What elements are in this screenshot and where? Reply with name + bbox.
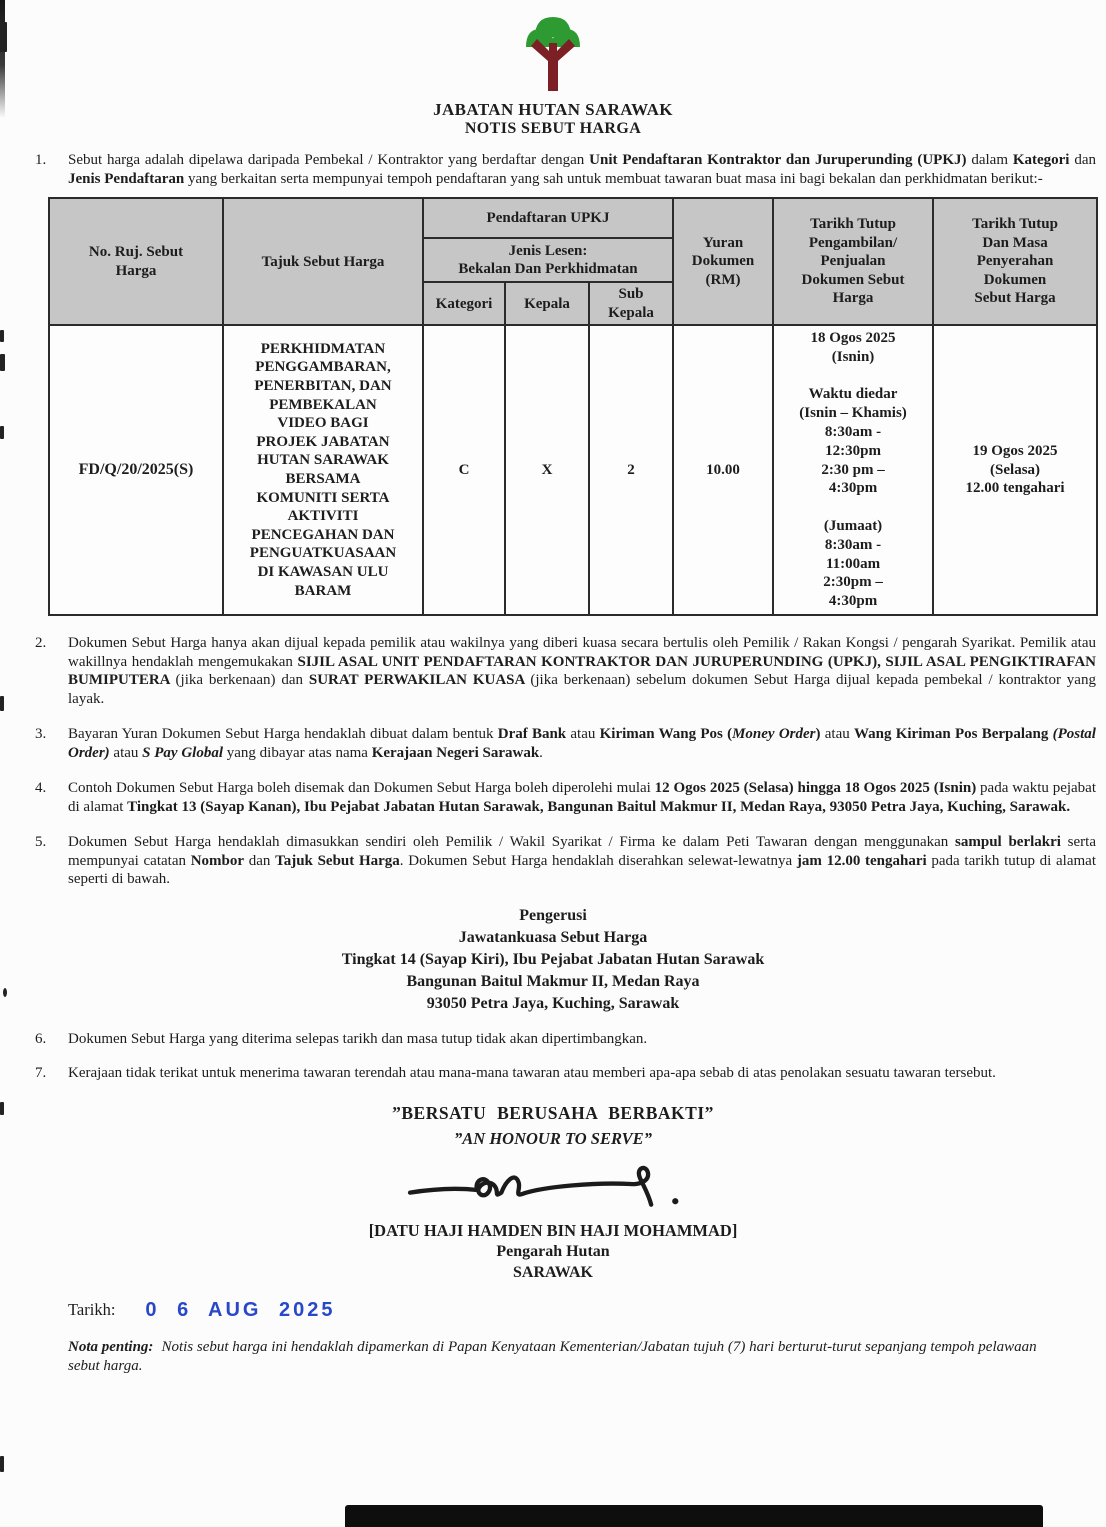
- quotation-table: [48, 197, 1098, 616]
- item-6: [35, 1030, 1096, 1049]
- col-header-tarikh-serahan: Tarikh Tutup Dan Masa Penyerahan Dokumen Sebut Harga: [933, 198, 1097, 325]
- footer-note-lead: Nota penting:: [68, 1338, 154, 1355]
- item-7-text: Kerajaan tidak terikat untuk menerima tawaran terendah atau mana-mana tawaran atau memberi apa-apa sebab di atas penolakan sesuatu tawaran tersebut.: [68, 1065, 996, 1081]
- col-header-yuran: Yuran Dokumen (RM): [673, 198, 773, 325]
- signatory-title: Pengarah Hutan: [496, 1242, 610, 1260]
- motto-english: ”AN HONOUR TO SERVE”: [454, 1128, 652, 1148]
- header: [0, 0, 1106, 138]
- item-5-text: Dokumen Sebut Harga hendaklah dimasukkan sendiri oleh Pemilik / Wakil Syarikat / Firma ke dalam Peti Tawaran dengan menggunakan sampul berlakri serta mempunyai catatan Nombor dan Tajuk Sebut Harga. Dokumen Sebut Harga hendaklah diserahkan selewat-lewatnya jam 12.00 tengahari pada tarikh tutup di alamat seperti di bawah.: [68, 834, 1096, 887]
- col-header-kepala: Kepala: [505, 282, 589, 325]
- item-6-text: Dokumen Sebut Harga yang diterima selepas tarikh dan masa tutup tidak akan dipertimbangkan.: [68, 1030, 648, 1047]
- scan-artifact: [3, 988, 7, 997]
- dateline: [68, 1299, 1096, 1322]
- footer-note-text: Notis sebut harga ini hendaklah dipamerkan di Papan Kenyataan Kementerian/Jabatan tujuh (7) hari berturut-turut sepanjang tempoh pelawaan sebut harga.: [68, 1338, 1037, 1374]
- doc-title: NOTIS SEBUT HARGA: [464, 120, 642, 137]
- col-header-sub-kepala: Sub Kepala: [589, 282, 673, 325]
- col-header-tarikh-jualan: Tarikh Tutup Pengambilan/ Penjualan Dokumen Sebut Harga: [773, 198, 933, 325]
- scan-artifact: [0, 1456, 4, 1472]
- cell-tajuk: PERKHIDMATAN PENGGAMBARAN, PENERBITAN, DAN PEMBEKALAN VIDEO BAGI PROJEK JABATAN HUTAN SARAWAK BERSAMA KOMUNITI SERTA AKTIVITI PENCEGAHAN DAN PENGUATKUASAAN DI KAWASAN ULU BARAM: [223, 325, 423, 615]
- item-1-number: 1.: [35, 152, 47, 168]
- footer-note: [68, 1338, 1046, 1376]
- org-title: JABATAN HUTAN SARAWAK: [433, 100, 673, 119]
- item-4-text: Contoh Dokumen Sebut Harga boleh disemak dan Dokumen Sebut Harga boleh diperolehi mulai 12 Ogos 2025 (Selasa) hingga 18 Ogos 2025 (Isnin) pada waktu pejabat di alamat Tingkat 13 (Sayap Kanan), Ibu Pejabat Jabatan Hutan Sarawak, Bangunan Baitul Makmur II, Medan Raya, 93050 Petra Jaya, Kuching, Sarawak.: [68, 780, 1097, 815]
- item-5-number: 5.: [35, 834, 47, 850]
- cell-kepala: X: [505, 325, 589, 615]
- item-4-number: 4.: [35, 780, 47, 796]
- forest-department-tree-icon: [516, 13, 590, 93]
- scan-black-bar-artifact: [345, 1505, 1043, 1527]
- date-stamp: 0 6 AUG 2025: [145, 1298, 336, 1321]
- item-3-number: 3.: [35, 726, 47, 742]
- col-header-no-ruj: No. Ruj. Sebut Harga: [49, 198, 223, 325]
- item-2-text: Dokumen Sebut Harga hanya akan dijual kepada pemilik atau wakilnya yang diberi kuasa secara bertulis oleh Pemilik / Rakan Kongsi / pengarah Syarikat. Pemilik atau wakillnya hendaklah mengemukakan SIJIL ASAL UNIT PENDAFTARAN KONTRAKTOR DAN JURUPERUNDING (UPKJ), SIJIL ASAL PENGIKTIRAFAN BUMIPUTERA (jika berkenaan) dan SURAT PERWAKILAN KUASA (jika berkenaan) sebelum dokumen Sebut Harga dijual kepada pembekal / kontraktor yang layak.: [68, 635, 1096, 707]
- scan-edge-artifact: [0, 0, 5, 118]
- item-7-number: 7.: [35, 1065, 47, 1081]
- signatory-name: [DATU HAJI HAMDEN BIN HAJI MOHAMMAD]: [368, 1220, 738, 1240]
- signature-scribble: [373, 1153, 733, 1215]
- cell-tarikh-jualan: 18 Ogos 2025 (Isnin) Waktu diedar (Isnin – Khamis) 8:30am - 12:30pm 2:30 pm – 4:30pm (Jumaat) 8:30am - 11:00am 2:30pm – 4:30pm: [773, 325, 933, 615]
- cell-yuran: 10.00: [673, 325, 773, 615]
- item-6-number: 6.: [35, 1030, 47, 1047]
- scan-artifact: [0, 354, 5, 371]
- cell-tarikh-serahan: 19 Ogos 2025 (Selasa) 12.00 tengahari: [933, 325, 1097, 615]
- motto-malay: ”BERSATU BERUSAHA BERBAKTI”: [392, 1102, 714, 1123]
- item-5: [35, 833, 1096, 889]
- table-row: [49, 325, 1097, 615]
- scan-artifact: [0, 426, 4, 439]
- scan-artifact: [0, 696, 4, 711]
- col-header-kategori: Kategori: [423, 282, 505, 325]
- item-7: [35, 1064, 1096, 1083]
- item-4: [35, 779, 1096, 816]
- scan-artifact: [0, 22, 7, 52]
- item-3: [35, 725, 1096, 762]
- item-1-text: Sebut harga adalah dipelawa daripada Pembekal / Kontraktor yang berdaftar dengan Unit Pendaftaran Kontraktor dan Juruperunding (UPKJ) dalam Kategori dan Jenis Pendaftaran yang berkaitan serta mempunyai tempoh pendaftaran yang sah untuk membuat tawaran buat masa ini bagi bekalan dan perkhidmatan berikut:-: [68, 152, 1096, 187]
- submission-address-block: Pengerusi Jawatankuasa Sebut Harga Tingkat 14 (Sayap Kiri), Ibu Pejabat Jabatan Hutan Sarawak Bangunan Baitul Makmur II, Medan Raya 93050 Petra Jaya, Kuching, Sarawak: [341, 906, 765, 1012]
- col-header-tajuk: Tajuk Sebut Harga: [223, 198, 423, 325]
- signatory-block: [0, 1153, 1106, 1283]
- item-2-number: 2.: [35, 635, 47, 651]
- col-header-upkj: Pendaftaran UPKJ: [423, 198, 673, 238]
- scan-artifact: [0, 330, 4, 342]
- item-3-text: Bayaran Yuran Dokumen Sebut Harga hendaklah dibuat dalam bentuk Draf Bank atau Kiriman Wang Pos (Money Order) atau Wang Kiriman Pos Berpalang (Postal Order) atau S Pay Global yang dibayar atas nama Kerajaan Negeri Sarawak.: [68, 726, 1096, 761]
- cell-no-ruj: FD/Q/20/2025(S): [49, 325, 223, 615]
- signatory-region: SARAWAK: [512, 1263, 593, 1281]
- item-2: [35, 634, 1096, 708]
- item-1: [35, 151, 1096, 188]
- date-label: Tarikh:: [68, 1300, 116, 1319]
- cell-sub-kepala: 2: [589, 325, 673, 615]
- col-header-jenis-lesen: Jenis Lesen: Bekalan Dan Perkhidmatan: [423, 238, 673, 282]
- cell-kategori: C: [423, 325, 505, 615]
- scan-artifact: [0, 1102, 4, 1115]
